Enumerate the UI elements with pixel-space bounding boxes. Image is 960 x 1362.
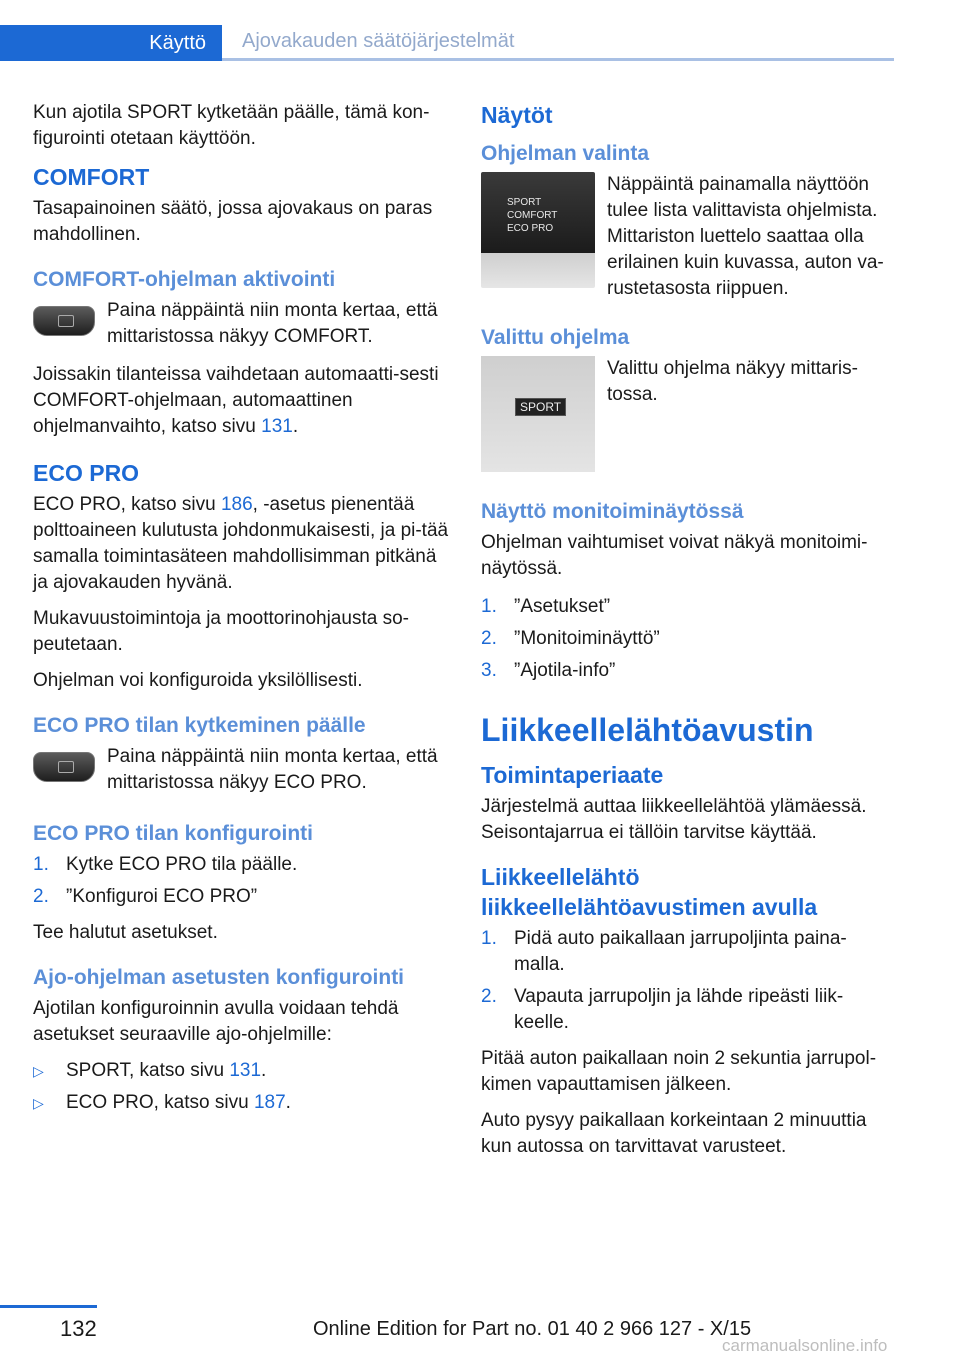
eco-pro-config-heading: ECO PRO tilan konfigurointi bbox=[33, 822, 313, 845]
step-number: 2. bbox=[481, 986, 497, 1007]
hold-text-2: Auto pysyy paikallaan korkeintaan 2 minuuttia kun autossa on tarvittavat varusteet. bbox=[481, 1110, 867, 1157]
comfort-auto-text bbox=[33, 362, 449, 440]
comfort-auto-text-b: . bbox=[292, 416, 299, 437]
step-number: 1. bbox=[33, 854, 49, 875]
bullet-text-a: SPORT, katso sivu bbox=[66, 1060, 230, 1081]
triangle-bullet-icon: ▷ bbox=[33, 1095, 44, 1111]
step-text: Pidä auto paikallaan jarrupoljinta paina-malla. bbox=[514, 928, 847, 975]
step-number: 3. bbox=[481, 660, 497, 681]
comfort-auto-text-a: Joissakin tilanteissa vaihdetaan automaatti-sesti COMFORT-ohjelmaan, automaattinen ohjelmanvaihto, katso sivu bbox=[33, 364, 439, 437]
selected-program-text: Valittu ohjelma näkyy mittaris-tossa. bbox=[607, 358, 858, 405]
step-text: Kytke ECO PRO tila päälle. bbox=[66, 854, 298, 875]
page-link-187[interactable]: 187 bbox=[253, 1092, 286, 1113]
menu-item: COMFORT bbox=[507, 210, 558, 221]
step-text: ”Ajotila-info” bbox=[514, 660, 616, 681]
bullet-text bbox=[66, 1090, 291, 1116]
step-text: ”Asetukset” bbox=[514, 596, 611, 617]
bullet-text bbox=[66, 1058, 266, 1084]
program-select-text: Näppäintä painamalla näyttöön tulee lista valittavista ohjelmista. Mittariston luettelo saattaa olla erilainen kuin kuvassa, auton va-rustetasosta riippuen. bbox=[607, 174, 884, 299]
selected-program-heading: Valittu ohjelma bbox=[481, 326, 630, 349]
list-item bbox=[33, 884, 449, 910]
sport-indicator: SPORT bbox=[515, 398, 566, 416]
menu-item: ECO PRO bbox=[507, 223, 554, 234]
eco-pro-heading: ECO PRO bbox=[33, 460, 140, 486]
step-text: ”Monitoiminäyttö” bbox=[514, 628, 660, 649]
step-number: 2. bbox=[481, 628, 497, 649]
program-menu bbox=[507, 196, 557, 235]
page-link-186[interactable]: 186 bbox=[220, 494, 253, 515]
list-item bbox=[481, 984, 895, 1036]
eco-pro-on-text: Paina näppäintä niin monta kertaa, että mittaristossa näkyy ECO PRO. bbox=[107, 746, 438, 793]
drive-program-list bbox=[33, 1058, 449, 1116]
eco-pro-on-row bbox=[33, 744, 449, 796]
hold-text: Pitää auton paikallaan noin 2 sekuntia jarrupol-kimen vapauttamisen jälkeen. bbox=[481, 1048, 877, 1095]
eco-pro-text bbox=[33, 492, 449, 596]
step-number: 2. bbox=[33, 886, 49, 907]
page-link-131[interactable]: 131 bbox=[261, 416, 293, 437]
eco-pro-text-a: ECO PRO, katso sivu bbox=[33, 494, 221, 515]
menu-item: SPORT bbox=[507, 197, 542, 208]
list-item bbox=[481, 926, 895, 978]
selected-program-row bbox=[481, 356, 895, 472]
list-item bbox=[33, 1090, 449, 1116]
comfort-heading: COMFORT bbox=[33, 164, 150, 190]
driving-mode-button-icon bbox=[33, 752, 95, 782]
eco-pro-on-heading: ECO PRO tilan kytkeminen päälle bbox=[33, 714, 366, 737]
watermark: carmanualsonline.info bbox=[722, 1336, 888, 1355]
bullet-text-b: . bbox=[261, 1060, 267, 1081]
section-tab[interactable]: Ajovakauden säätöjärjestelmät bbox=[222, 25, 894, 61]
program-select-heading: Ohjelman valinta bbox=[481, 142, 650, 165]
principle-heading: Toimintaperiaate bbox=[481, 762, 664, 788]
list-item bbox=[33, 852, 449, 878]
eco-pro-text-3: Ohjelman voi konfiguroida yksilöllisesti. bbox=[33, 670, 363, 691]
page-number: 132 bbox=[60, 1316, 97, 1341]
edition-text: Online Edition for Part no. 01 40 2 966 127 - X/15 bbox=[313, 1318, 752, 1340]
bullet-text-b: . bbox=[285, 1092, 291, 1113]
program-list-screen-image bbox=[481, 172, 595, 288]
list-item bbox=[481, 594, 895, 620]
bullet-text-a: ECO PRO, katso sivu bbox=[66, 1092, 254, 1113]
start-steps bbox=[481, 926, 895, 1036]
page-header bbox=[0, 25, 894, 61]
eco-pro-config-after: Tee halutut asetukset. bbox=[33, 922, 218, 943]
start-heading: Liikkeellelähtö liikkeellelähtöavustimen avulla bbox=[481, 864, 818, 920]
start-assist-heading: Liikkeellelähtöavustin bbox=[481, 712, 814, 748]
drive-config-heading: Ajo-ohjelman asetusten konfigurointi bbox=[33, 966, 405, 989]
list-item bbox=[481, 626, 895, 652]
multi-display-steps bbox=[481, 594, 895, 684]
triangle-bullet-icon: ▷ bbox=[33, 1063, 44, 1079]
intro-text: Kun ajotila SPORT kytketään päälle, tämä kon-figurointi otetaan käyttöön. bbox=[33, 102, 430, 149]
multi-display-text: Ohjelman vaihtumiset voivat näkyä monitoimi-näytössä. bbox=[481, 532, 868, 579]
comfort-text: Tasapainoinen säätö, jossa ajovakaus on paras mahdollinen. bbox=[33, 198, 433, 245]
step-number: 1. bbox=[481, 928, 497, 949]
comfort-activate-row bbox=[33, 298, 449, 350]
right-column bbox=[481, 100, 895, 1170]
chapter-tab[interactable]: Käyttö bbox=[0, 25, 222, 61]
page-link-131[interactable]: 131 bbox=[229, 1060, 262, 1081]
eco-pro-text-b: , -asetus pienentää polttoaineen kulutusta johdonmukaisesti, ja pi-tää samalla toimintasäteen mahdollisimman pitkänä ja ajovakauden hyvänä. bbox=[33, 494, 449, 593]
step-text: ”Konfiguroi ECO PRO” bbox=[66, 886, 258, 907]
comfort-activate-heading: COMFORT-ohjelman aktivointi bbox=[33, 268, 336, 291]
eco-pro-config-steps bbox=[33, 852, 449, 910]
left-column bbox=[33, 100, 449, 1126]
list-item bbox=[33, 1058, 449, 1084]
driving-mode-button-icon bbox=[33, 306, 95, 336]
step-text: Vapauta jarrupoljin ja lähde ripeästi liik-keelle. bbox=[514, 986, 844, 1033]
list-item bbox=[481, 658, 895, 684]
drive-config-text: Ajotilan konfiguroinnin avulla voidaan tehdä asetukset seuraaville ajo-ohjelmille: bbox=[33, 998, 399, 1045]
selected-program-screen-image bbox=[481, 356, 595, 472]
footer-accent-line bbox=[0, 1305, 97, 1308]
comfort-activate-text: Paina näppäintä niin monta kertaa, että mittaristossa näkyy COMFORT. bbox=[107, 300, 438, 347]
step-number: 1. bbox=[481, 596, 497, 617]
principle-text: Järjestelmä auttaa liikkeellelähtöä ylämäessä. Seisontajarrua ei tällöin tarvitse käyttää. bbox=[481, 796, 867, 843]
eco-pro-text-2: Mukavuustoimintoja ja moottorinohjausta so-peutetaan. bbox=[33, 608, 409, 655]
multi-display-heading: Näyttö monitoiminäytössä bbox=[481, 500, 744, 523]
displays-heading: Näytöt bbox=[481, 102, 553, 128]
program-select-row bbox=[481, 172, 895, 302]
